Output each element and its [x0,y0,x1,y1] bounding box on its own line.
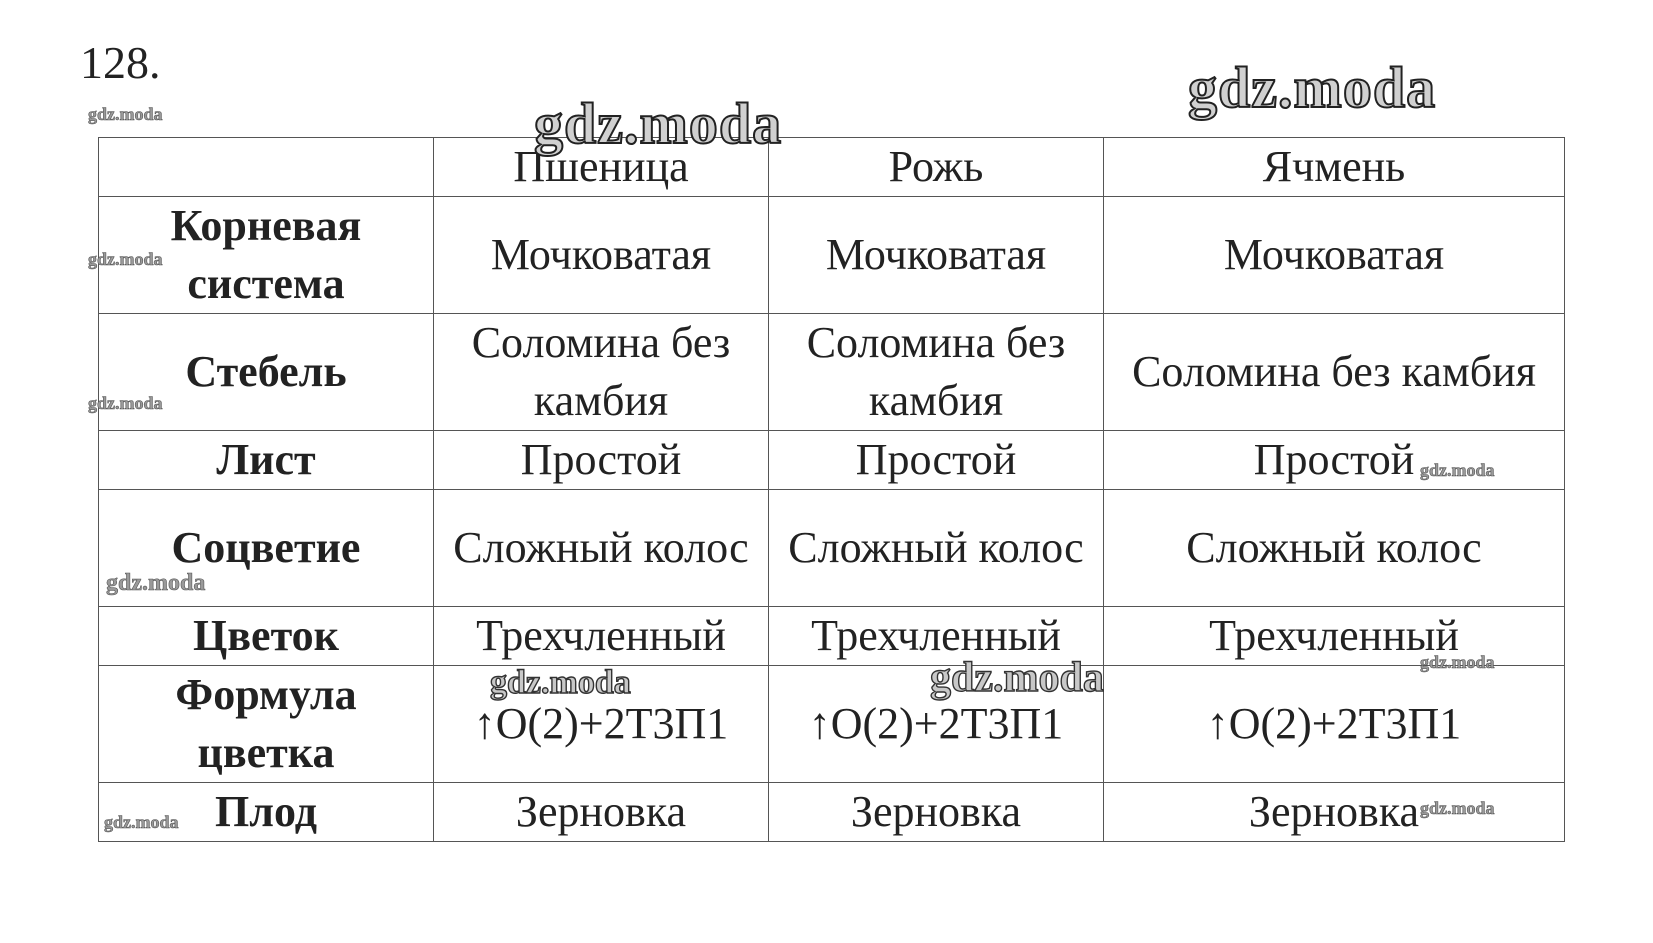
table-cell: Простой [434,431,769,490]
table-cell: Мочковатая [1104,197,1565,314]
watermark-logo: gdz.moda [104,812,179,832]
table-row [99,607,1565,666]
header-cell-wheat: Пшеница [434,138,769,197]
table-cell: Соломина без камбия [1104,314,1565,431]
row-label-leaf: Лист [99,431,434,490]
table-cell: Трехчленный [434,607,769,666]
table-cell: Зерновка [769,783,1104,842]
table-cell: Соломина без камбия [434,314,769,431]
header-cell-rye: Рожь [769,138,1104,197]
table-row [99,490,1565,607]
comparison-table [98,137,1565,842]
watermark-logo: gdz.moda [88,104,163,124]
table-cell: Соломина без камбия [769,314,1104,431]
table-cell: Трехчленный [769,607,1104,666]
watermark-logo: gdz.moda [1420,798,1495,818]
table-cell: Трехчленный [1104,607,1565,666]
table-cell-formula: ↑О(2)+2Т3П1 [434,666,769,783]
table-header-row [99,138,1565,197]
table-row [99,197,1565,314]
row-label-stem: Стебель [99,314,434,431]
watermark-logo: gdz.moda [1420,652,1495,672]
task-number: 128. [80,37,161,88]
watermark-logo: gdz.moda [930,655,1104,701]
row-label-inflorescence: Соцветие [99,490,434,607]
watermark-logo: gdz.moda [88,393,163,413]
watermark-logo: gdz.moda [1420,460,1495,480]
table-cell: Зерновка [434,783,769,842]
watermark-logo: gdz.moda [1188,55,1437,120]
table-cell: Простой [769,431,1104,490]
watermark-logo: gdz.moda [106,570,206,596]
row-label-flower-formula: Формула цветка [99,666,434,783]
watermark-logo: gdz.moda [490,664,631,701]
table-cell: Сложный колос [769,490,1104,607]
table-row [99,431,1565,490]
table-cell-formula: ↑О(2)+2Т3П1 [769,666,1104,783]
row-label-root: Корневая система [99,197,434,314]
table-cell: Зерновка [1104,783,1565,842]
table-row [99,666,1565,783]
row-label-flower: Цветок [99,607,434,666]
table-cell: Мочковатая [769,197,1104,314]
table-cell: Сложный колос [434,490,769,607]
table-cell: Мочковатая [434,197,769,314]
watermark-logo: gdz.moda [88,249,163,269]
table-cell-formula: ↑О(2)+2Т3П1 [1104,666,1565,783]
row-label-fruit: Плод [99,783,434,842]
watermark-logo: gdz.moda [534,91,783,156]
table-row [99,783,1565,842]
table-row [99,314,1565,431]
table-cell: Сложный колос [1104,490,1565,607]
header-cell-barley: Ячмень [1104,138,1565,197]
table-cell: Простой [1104,431,1565,490]
header-cell-empty [99,138,434,197]
